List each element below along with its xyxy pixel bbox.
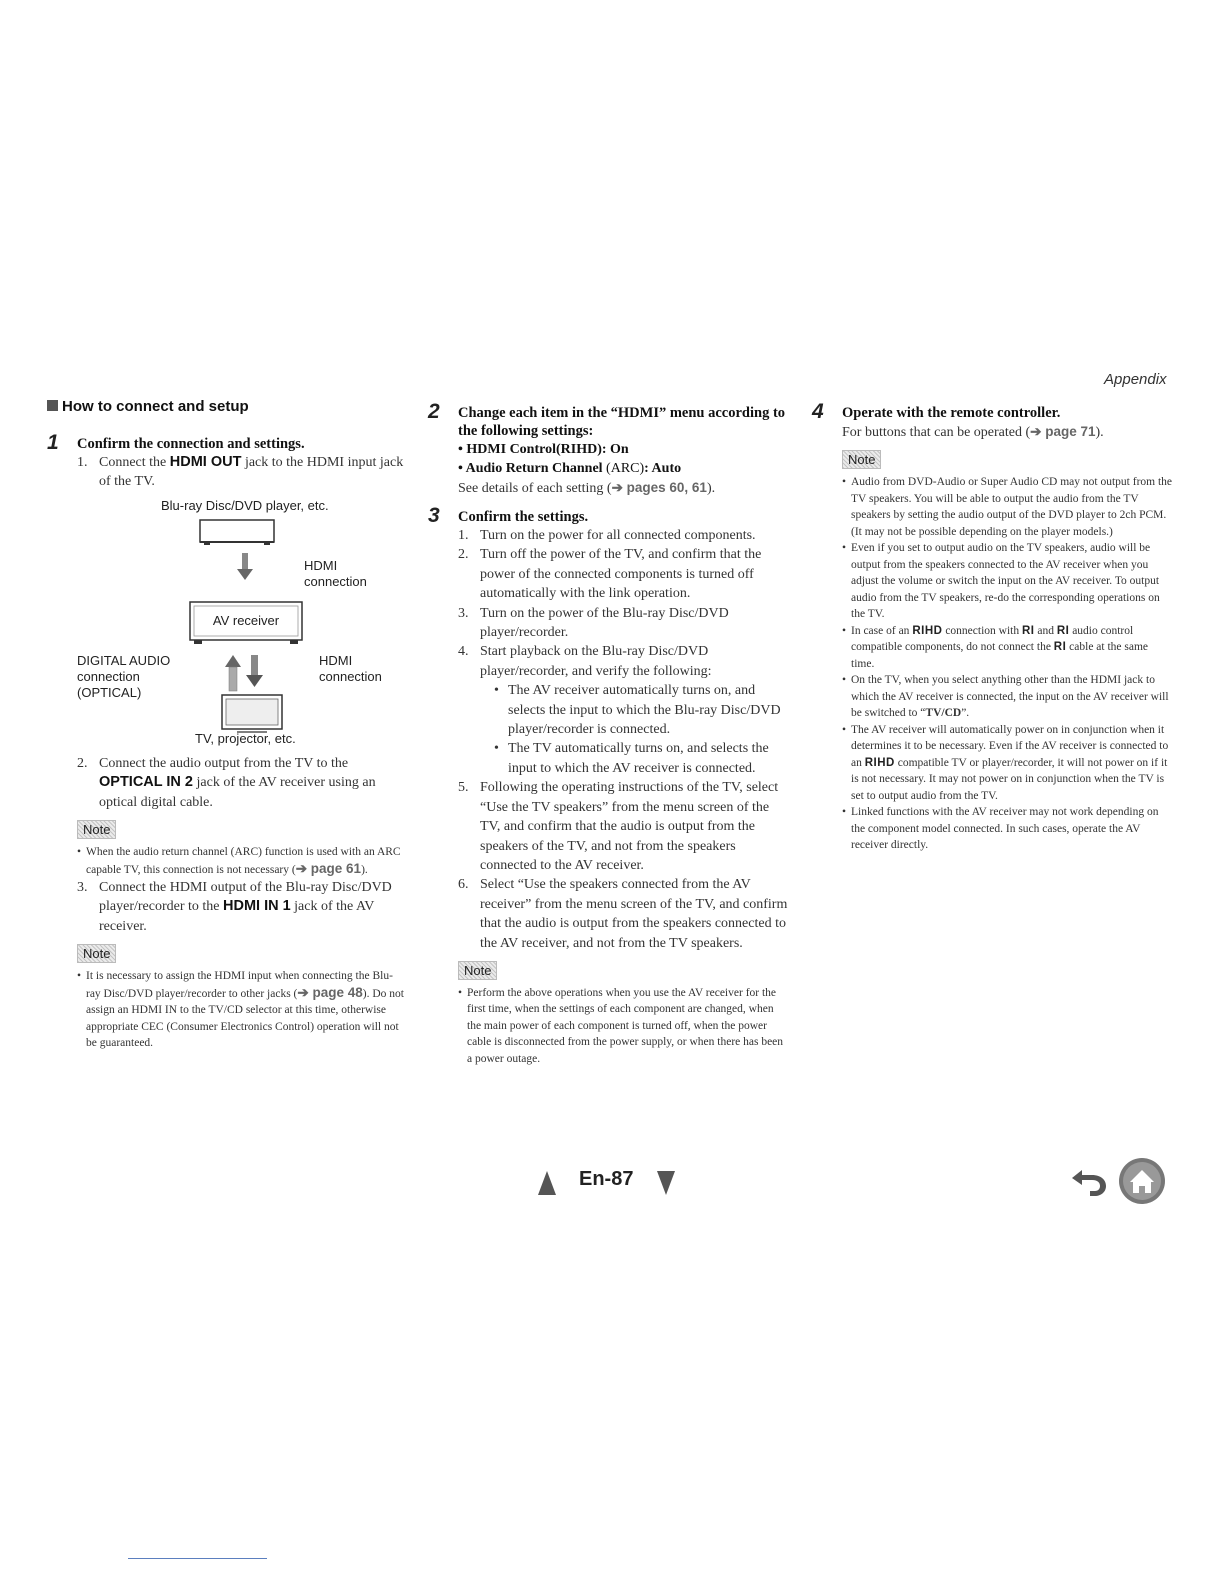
jack-name: HDMI OUT: [169, 454, 242, 470]
item-text: Connect the: [99, 455, 170, 470]
item-number: 4.: [458, 644, 469, 660]
setting-text: : Auto: [644, 461, 682, 476]
note-badge: Note: [842, 450, 881, 469]
note-item: [842, 623, 1172, 673]
body-text: For buttons that can be operated (: [842, 425, 1031, 440]
page-number: En-87: [579, 1168, 634, 1190]
item-text: Start playback on the Blu-ray Disc/DVD player/recorder, and verify the following:: [480, 644, 712, 679]
ri-logo: RI: [1056, 624, 1070, 637]
step-title: Confirm the connection and settings.: [77, 436, 305, 452]
step-number: 3: [428, 504, 440, 527]
page-ref-link[interactable]: ➔ page 61: [295, 860, 362, 876]
step-title: Change each item in the “HDMI” menu according to the following settings:: [458, 405, 786, 439]
setting-line: • HDMI Control(RIHD): On: [458, 442, 629, 457]
step-3-list: [458, 526, 788, 953]
triangle-down-icon[interactable]: [656, 1170, 676, 1196]
list-item: [458, 526, 788, 545]
step-1-list-cont: [77, 754, 407, 812]
list-item: [77, 453, 407, 492]
note-text: ).: [361, 863, 368, 876]
item-number: 2.: [77, 755, 88, 771]
page-ref-link[interactable]: ➔ pages 60, 61: [611, 480, 707, 495]
note-text: compatible TV or player/recorder, it will not power on if it is not necessary. It may not power on in conjunction when the TV is set to output audio from the TV.: [851, 756, 1168, 802]
setting-text: • Audio Return Channel: [458, 461, 607, 476]
note-item: [77, 968, 407, 1052]
section-title-text: How to connect and setup: [62, 398, 249, 415]
step-title: Operate with the remote controller.: [842, 405, 1061, 421]
note-text: It is necessary to assign the HDMI input when connecting the Blu-ray Disc/DVD player/recorder to other jacks (: [86, 970, 393, 1000]
step-body: [842, 422, 1172, 442]
rihd-logo: RIHD: [864, 756, 895, 769]
note-badge: Note: [458, 961, 497, 980]
digital-label-line: (OPTICAL): [77, 684, 142, 700]
note-badge: Note: [77, 820, 116, 839]
list-item: [458, 642, 788, 778]
note-item: [842, 672, 1172, 722]
page-ref-link[interactable]: ➔ page 71: [1030, 424, 1096, 439]
notes-list: [842, 474, 1172, 854]
hdmi-label-line: connection: [319, 668, 382, 684]
item-text: jack of the AV receiver.: [99, 899, 375, 934]
step-title: Confirm the settings.: [458, 509, 589, 525]
digital-label-line: DIGITAL AUDIO: [77, 652, 171, 668]
note-item: [77, 844, 407, 878]
list-item: [458, 875, 788, 953]
step-4: [812, 400, 1173, 854]
step-number: 2: [428, 400, 440, 423]
step-1: [47, 431, 407, 1052]
item-text: Turn off the power of the TV, and confirm that the power of the connected components is turned off automatically with the link operation.: [480, 547, 762, 602]
hdmi-label-line: connection: [304, 573, 367, 589]
note-item: • Even if you set to output audio on the TV speakers, audio will be output from the speakers connected to the AV receiver when you adjust the volume or switch the input on the AV receiver. To output audio from the TV speakers, re-do the corresponding operations on the TV.: [842, 540, 1172, 623]
rihd-logo: RIHD: [912, 624, 943, 637]
setting-line: [458, 459, 788, 478]
note-badge: Note: [77, 944, 116, 963]
item-text: jack to the HDMI input jack of the TV.: [99, 455, 404, 490]
hdmi-label-line: HDMI: [319, 652, 353, 668]
item-text: Following the operating instructions of the TV, select “Use the TV speakers” from the menu screen of the TV, and confirm that the audio is output from the speakers of the TV, and not from the speakers connected to the AV receiver.: [480, 780, 779, 873]
tv-icon: [222, 695, 282, 732]
list-item: [458, 778, 788, 875]
item-number: 3.: [77, 880, 88, 896]
body-text: ).: [1095, 425, 1104, 440]
item-text: jack of the AV receiver using an optical digital cable.: [99, 775, 376, 810]
list-item: [458, 604, 788, 643]
ri-logo: RI: [1053, 641, 1067, 653]
body-text: See details of each setting (: [458, 481, 612, 496]
hdmi-arrow-down-icon-2: [246, 655, 263, 687]
optical-arrow-up-icon: [225, 655, 241, 691]
bluray-player-icon: [200, 520, 274, 545]
step-number: 1: [47, 431, 59, 454]
section-header: Appendix: [1104, 371, 1167, 388]
item-text: Connect the HDMI output of the Blu-ray Disc/DVD player/recorder to the: [99, 880, 392, 915]
column-left: [47, 398, 407, 1060]
digital-audio-label: [77, 653, 170, 701]
column-middle: [428, 398, 788, 1075]
note-item: • Linked functions with the AV receiver may not work depending on the component model connected. In such cases, operate the AV receiver directly.: [842, 804, 1172, 854]
note-item: • Audio from DVD-Audio or Super Audio CD may not output from the TV speakers. You will be able to output the audio from the TV speakers by setting the audio output of the DVD player to 2ch PCM. (It may not be possible depending on the player models.): [842, 474, 1172, 540]
section-title: [47, 398, 407, 415]
square-bullet-icon: [47, 400, 58, 411]
item-number: 6.: [458, 877, 469, 893]
notes-list: [458, 985, 788, 1068]
body-text: ).: [706, 481, 716, 496]
column-right: [812, 398, 1172, 862]
tv-label: TV, projector, etc.: [195, 730, 296, 746]
note-text: When the audio return channel (ARC) function is used with an ARC capable TV, this connection is not necessary (: [86, 846, 401, 876]
hdmi-arrow-down-icon: [237, 553, 253, 580]
list-item: [77, 754, 407, 812]
note-text: connection with: [942, 624, 1022, 637]
item-number: 1.: [77, 455, 88, 470]
sub-item: • The AV receiver automatically turns on, and selects the input to which the Blu-ray Disc/DVD player/recorder is connected.: [494, 681, 788, 739]
page-ref-link[interactable]: ➔ page 48: [297, 984, 363, 1000]
bottom-rule: [128, 1558, 267, 1559]
note-text: and: [1034, 624, 1057, 637]
triangle-up-icon[interactable]: [537, 1170, 557, 1196]
item-text: Select “Use the speakers connected from the AV receiver” from the menu screen of the TV, and confirm that the audio is output from the speakers connected to the AV receiver, and not from the TV speakers.: [480, 877, 788, 951]
step-2: [428, 400, 788, 498]
item-number: 5.: [458, 780, 469, 796]
item-text: Turn on the power of the Blu-ray Disc/DVD player/recorder.: [480, 605, 729, 641]
item-number: 1.: [458, 528, 469, 543]
hdmi-label-line: HDMI: [304, 557, 338, 573]
note-text: ). Do not assign an HDMI IN to the TV/CD selector at this time, otherwise appropriate CEC (Consumer Electronics Control) operation will not be guaranteed.: [86, 987, 404, 1050]
jack-name: HDMI IN 1: [223, 898, 291, 915]
note-item: [842, 722, 1172, 805]
step-number: 4: [812, 400, 824, 423]
connection-diagram: [77, 498, 437, 748]
notes-list: [77, 844, 407, 878]
list-item: [458, 545, 788, 603]
see-details: [458, 478, 788, 498]
note-text: The AV receiver will automatically power on in conjunction when it determines it to be necessary. Even if the AV receiver is connected to an: [851, 723, 1169, 769]
item-text: Connect the audio output from the TV to the: [99, 755, 349, 771]
return-arrow-icon[interactable]: [1068, 1166, 1110, 1198]
bluray-label: Blu-ray Disc/DVD player, etc.: [161, 497, 329, 513]
step-3: [428, 504, 788, 1067]
item-number: 2.: [458, 547, 469, 563]
jack-name: OPTICAL IN 2: [99, 774, 193, 791]
sub-list: [480, 681, 788, 778]
ri-logo: RI: [1021, 624, 1035, 637]
hdmi-label-2: [319, 653, 382, 685]
note-text: On the TV, when you select anything other than the HDMI jack to which the AV receiver is connected, the input on the AV receiver will be switched to “: [851, 674, 1169, 719]
av-receiver-label: AV receiver: [212, 612, 280, 628]
note-text: In case of an: [851, 624, 913, 637]
note-text: ”.: [961, 707, 970, 719]
step-1-list: [77, 453, 407, 492]
item-text: Turn on the power for all connected components.: [480, 528, 756, 543]
item-number: 3.: [458, 605, 469, 621]
selector-name: TV/CD: [925, 707, 962, 719]
note-text: cable at the same time.: [851, 641, 1149, 670]
sub-item: • The TV automatically turns on, and selects the input to which the AV receiver is connected.: [494, 739, 788, 778]
step-1-list-cont2: [77, 878, 407, 936]
hdmi-label-1: [304, 558, 367, 590]
home-icon[interactable]: [1117, 1156, 1167, 1206]
notes-list: [77, 968, 407, 1052]
list-item: [77, 878, 407, 936]
digital-label-line: connection: [77, 668, 140, 684]
note-text: audio control compatible components, do not connect the: [851, 624, 1134, 653]
note-item: • Perform the above operations when you use the AV receiver for the first time, when the settings of each component are changed, when the main power of each component is turned off, when the power cable is disconnected from the power supply, or when there has been a power outage.: [458, 985, 788, 1068]
setting-text: (ARC): [606, 461, 645, 476]
